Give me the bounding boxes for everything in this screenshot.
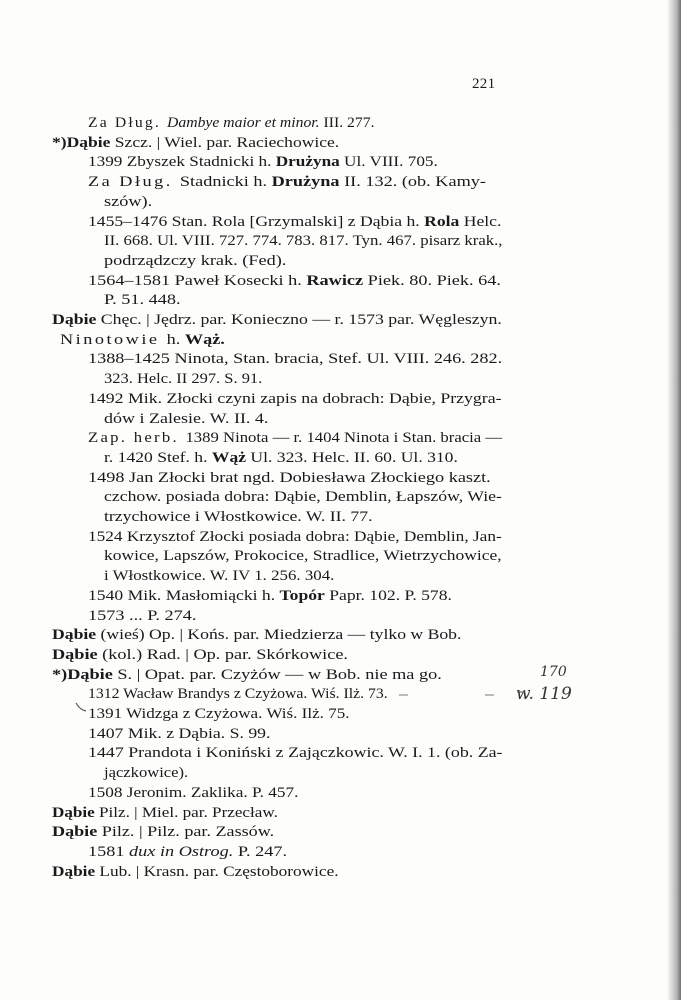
text-line <box>104 369 262 389</box>
text-line <box>52 310 502 330</box>
text-run: Topór <box>279 587 325 604</box>
text-run: II. 132. (ob. Kamy- <box>339 174 486 191</box>
text-line <box>104 409 268 429</box>
text-line <box>88 113 375 133</box>
text-run: Drużyna <box>271 174 340 191</box>
text-line <box>88 842 287 862</box>
text-run: Rawicz <box>306 272 364 289</box>
text-run: Dąbie <box>52 312 97 328</box>
text-run: Dąbie <box>52 627 97 644</box>
text-run: III. 277. <box>319 115 375 131</box>
text-run: 1564–1581 Paweł Kosecki h. <box>88 272 307 289</box>
text-run: 1524 Krzysztof Złocki posiada dobra: Dąbie, Demblin, Jan- <box>88 528 502 545</box>
text-run: i Włostkowice. W. IV 1. 256. 304. <box>104 568 335 585</box>
text-run: r. 1420 Stef. h. <box>104 449 212 466</box>
text-run: szów). <box>104 193 153 210</box>
text-run: 1508 Jeronim. Zaklika. P. 457. <box>88 784 299 801</box>
text-run: 1573 ... P. 274. <box>88 607 197 624</box>
text-run: (wieś) Op. | Końs. par. Miedzierza — tylko w Bob. <box>96 627 462 644</box>
text-line <box>52 645 348 665</box>
text-run: Lub. | Krasn. par. Częstoborowice. <box>95 863 339 880</box>
text-line <box>52 625 461 645</box>
text-run: Papr. 102. P. 578. <box>324 587 452 604</box>
text-run: 1581 <box>88 843 130 860</box>
text-line <box>88 704 350 724</box>
text-run: kowice, Lapszów, Prokocice, Stradlice, Wietrzychowice, <box>104 548 502 565</box>
text-run: *)Dąbie <box>52 134 111 151</box>
text-run: 1455–1476 Stan. Rola [Grzymalski] z Dąbia h. <box>88 213 425 230</box>
text-line <box>104 546 502 566</box>
text-run: Za Dług. <box>88 174 180 191</box>
text-run: Dąbie <box>52 824 98 841</box>
text-run: trzychowice i Włostkowice. W. II. 77. <box>104 509 373 525</box>
margin-note-bottom: w. 119 <box>516 684 572 704</box>
text-line <box>104 763 188 783</box>
text-run: Ul. 323. Helc. II. 60. Ul. 310. <box>246 449 458 466</box>
text-line <box>88 586 452 606</box>
pencil-dash-mark <box>515 664 575 714</box>
text-line <box>88 527 502 547</box>
text-run: Za Dług. <box>88 115 168 131</box>
text-run: podrządzczy krak. (Fed). <box>104 252 287 269</box>
pencil-dash-mark-2 <box>398 692 410 698</box>
text-run: Stadnicki h. <box>179 174 272 191</box>
text-run: 1312 Wacław Brandys z Czyżowa. Wiś. Ilż. 73. <box>88 686 388 703</box>
text-run: Dąbie <box>52 646 98 663</box>
text-line <box>88 152 438 172</box>
text-line <box>88 172 486 192</box>
text-run: Szcz. | Wiel. par. Raciechowice. <box>110 134 340 151</box>
text-run: 1492 Mik. Złocki czyni zapis na dobrach: Dąbie, Przygra- <box>88 390 502 407</box>
text-run: Dambye maior et minor. <box>167 115 320 131</box>
text-run: 1399 Zbyszek Stadnicki h. <box>88 154 276 171</box>
text-line <box>104 507 373 527</box>
text-line <box>88 212 501 232</box>
text-line <box>52 133 339 153</box>
text-line <box>88 684 388 704</box>
text-run: 1540 Mik. Masłomiącki h. <box>88 587 280 604</box>
text-run: P. 51. 448. <box>104 292 181 309</box>
text-run: Ul. VIII. 705. <box>339 154 438 171</box>
text-run: 1388–1425 Ninota, Stan. bracia, Stef. Ul. VIII. 246. 282. <box>88 351 503 368</box>
text-line <box>104 251 286 271</box>
text-run: dów i Zalesie. W. II. 4. <box>104 410 269 427</box>
text-line <box>104 231 503 251</box>
text-run: jączkowice). <box>104 765 189 782</box>
text-line <box>88 468 491 488</box>
text-line <box>104 487 502 507</box>
text-line <box>88 271 501 291</box>
text-line <box>104 290 181 310</box>
margin-note-top: 170 <box>540 664 567 680</box>
pencil-tick-mark <box>74 700 88 714</box>
text-line <box>52 862 339 882</box>
pencil-dash-mark-3 <box>484 692 496 698</box>
text-run: S. | Opat. par. Czyżów — w Bob. nie ma go. <box>112 666 442 683</box>
text-run: P. 247. <box>233 843 288 860</box>
text-line <box>88 389 502 409</box>
text-run: h. <box>166 331 185 348</box>
text-line <box>104 192 152 212</box>
text-line <box>104 566 334 586</box>
text-run: Wąż. <box>184 331 225 348</box>
text-line <box>52 665 442 685</box>
text-line <box>52 822 274 842</box>
text-run: 1498 Jan Złocki brat ngd. Dobiesława Złockiego kaszt. <box>88 469 491 486</box>
text-run: Zap. herb. <box>88 430 186 447</box>
text-run: Chęc. | Jędrz. par. Konieczno — r. 1573 par. Węgleszyn. <box>96 312 502 328</box>
text-line <box>88 606 196 626</box>
page-number: 221 <box>472 76 496 92</box>
text-line <box>88 724 270 744</box>
text-line <box>88 743 503 763</box>
text-run: *)Dąbie <box>52 666 113 683</box>
text-run: Pilz. | Miel. par. Przecław. <box>94 804 278 821</box>
text-run: 323. Helc. II 297. S. 91. <box>104 371 263 388</box>
text-run: dux in Ostrog. <box>129 843 234 860</box>
text-line <box>52 803 278 823</box>
text-run: 1389 Ninota — r. 1404 Ninota i Stan. bracia — <box>185 430 503 447</box>
text-line <box>60 330 225 350</box>
text-run: (kol.) Rad. | Op. par. Skórkowice. <box>97 646 348 663</box>
text-line <box>88 783 298 803</box>
text-run: czchow. posiada dobra: Dąbie, Demblin, Łapszów, Wie- <box>104 489 502 506</box>
text-line <box>104 448 458 468</box>
text-run: II. 668. Ul. VIII. 727. 774. 783. 817. Tyn. 467. pisarz krak., <box>104 233 503 250</box>
text-run: 1447 Prandota i Koniński z Zajączkowic. W. I. 1. (ob. Za- <box>88 745 503 762</box>
text-run: 1407 Mik. z Dąbia. S. 99. <box>88 725 271 742</box>
text-run: Dąbie <box>52 863 96 880</box>
text-run: 1391 Widzga z Czyżowa. Wiś. Ilż. 75. <box>88 706 350 722</box>
text-run: Pilz. | Pilz. par. Zassów. <box>97 824 275 841</box>
text-run: Ninotowie <box>60 331 167 348</box>
text-run: Piek. 80. Piek. 64. <box>363 272 501 289</box>
text-run: Dąbie <box>52 804 95 821</box>
text-run: Helc. <box>459 213 502 230</box>
text-line <box>88 428 502 448</box>
text-run: Wąż <box>211 449 247 466</box>
text-run: Drużyna <box>275 154 340 171</box>
text-line <box>88 349 502 369</box>
scan-edge-shadow <box>667 0 681 1000</box>
text-run: Rola <box>424 213 460 230</box>
